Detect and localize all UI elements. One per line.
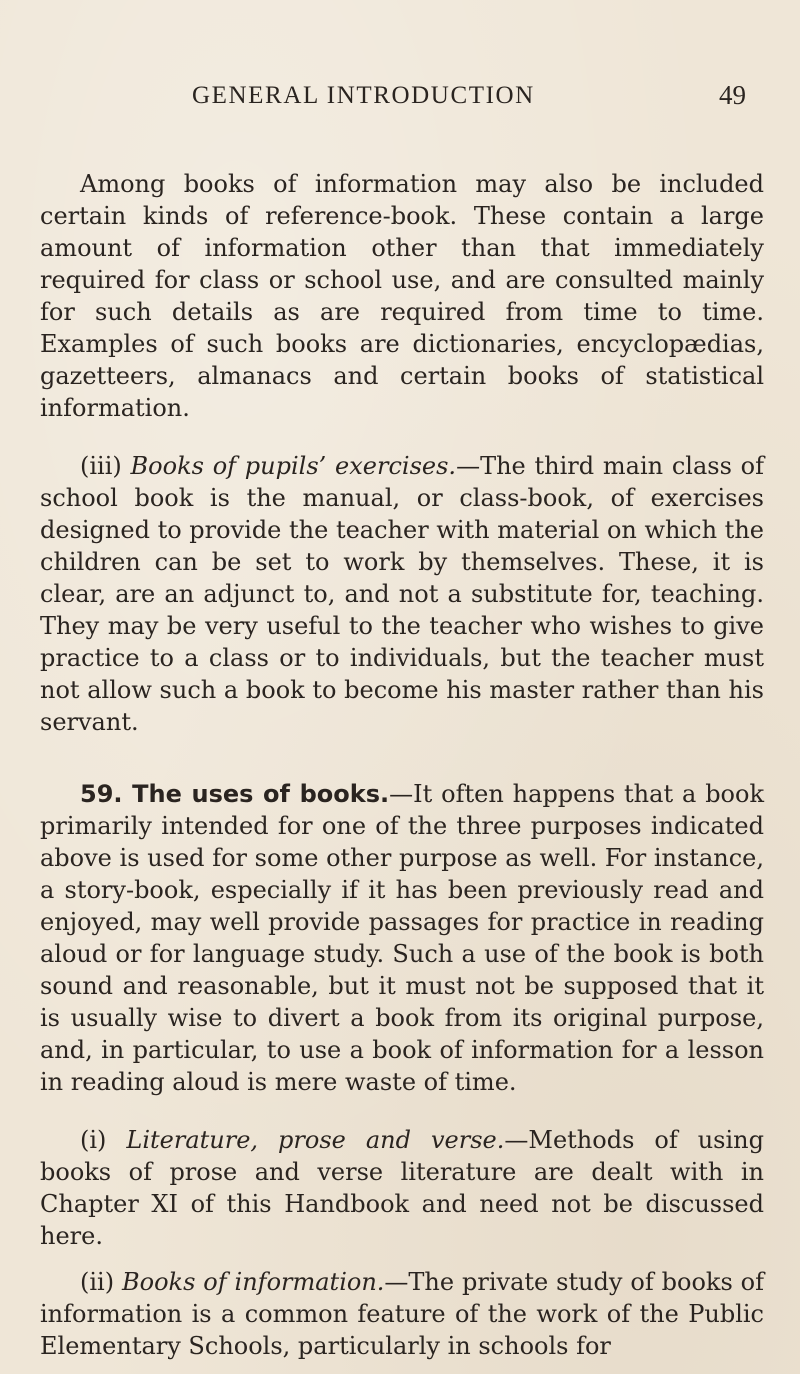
section-heading: 59. The uses of books. xyxy=(80,780,390,808)
running-head xyxy=(40,48,764,108)
paragraph-text: —The private study of books of information is a common feature of the work of the Public Elementary Schools, particularly in schools for xyxy=(40,1268,765,1360)
paragraph-pupils-exercises xyxy=(40,450,764,738)
item-label: (i) xyxy=(80,1126,107,1154)
item-title: Literature, prose and verse. xyxy=(126,1126,505,1154)
section-59 xyxy=(40,778,764,1098)
running-title: GENERAL INTRODUCTION xyxy=(192,82,535,109)
paragraph-reference-books xyxy=(40,168,764,424)
book-page xyxy=(0,48,800,1374)
body-text xyxy=(40,168,764,1362)
paragraph-information xyxy=(40,1266,764,1362)
paragraph-literature xyxy=(40,1124,764,1252)
item-title: Books of pupils’ exercises. xyxy=(130,452,457,480)
page-number: 49 xyxy=(719,80,746,110)
paragraph-text: —It often happens that a book primarily intended for one of the three purposes indicated above is used for some other purpose as well. For instance, a story-book, especially if it has been previously read and enjoyed, may well provide passages for practice in reading aloud or for language study. Such a use of the book is both sound and reasonable, but it must not be supposed that it is usually wise to divert a book from its original purpose, and, in particular, to use a book of information for a lesson in reading aloud is mere waste of time. xyxy=(40,780,764,1096)
paragraph-text: Among books of information may also be included certain kinds of reference-book. These contain a large amount of information other than that immediately required for class or school use, and are consulted mainly for such details as are required from time to time. Examples of such books are dictionaries, encyclopædias, gazetteers, almanacs and certain books of statistical information. xyxy=(40,170,764,422)
item-label: (iii) xyxy=(80,452,122,480)
paragraph-text: —Methods of using books of prose and verse literature are dealt with in Chapter XI of this Handbook and need not be discussed here. xyxy=(40,1126,764,1250)
item-label: (ii) xyxy=(80,1268,115,1296)
paragraph-text: —The third main class of school book is the manual, or class-book, of exercises designed to provide the teacher with material on which the children can be set to work by themselves. These, it is clear, are an adjunct to, and not a substitute for, teaching. They may be very useful to the teacher who wishes to give practice to a class or to individuals, but the teacher must not allow such a book to become his master rather than his servant. xyxy=(40,452,765,736)
item-title: Books of information. xyxy=(122,1268,385,1296)
